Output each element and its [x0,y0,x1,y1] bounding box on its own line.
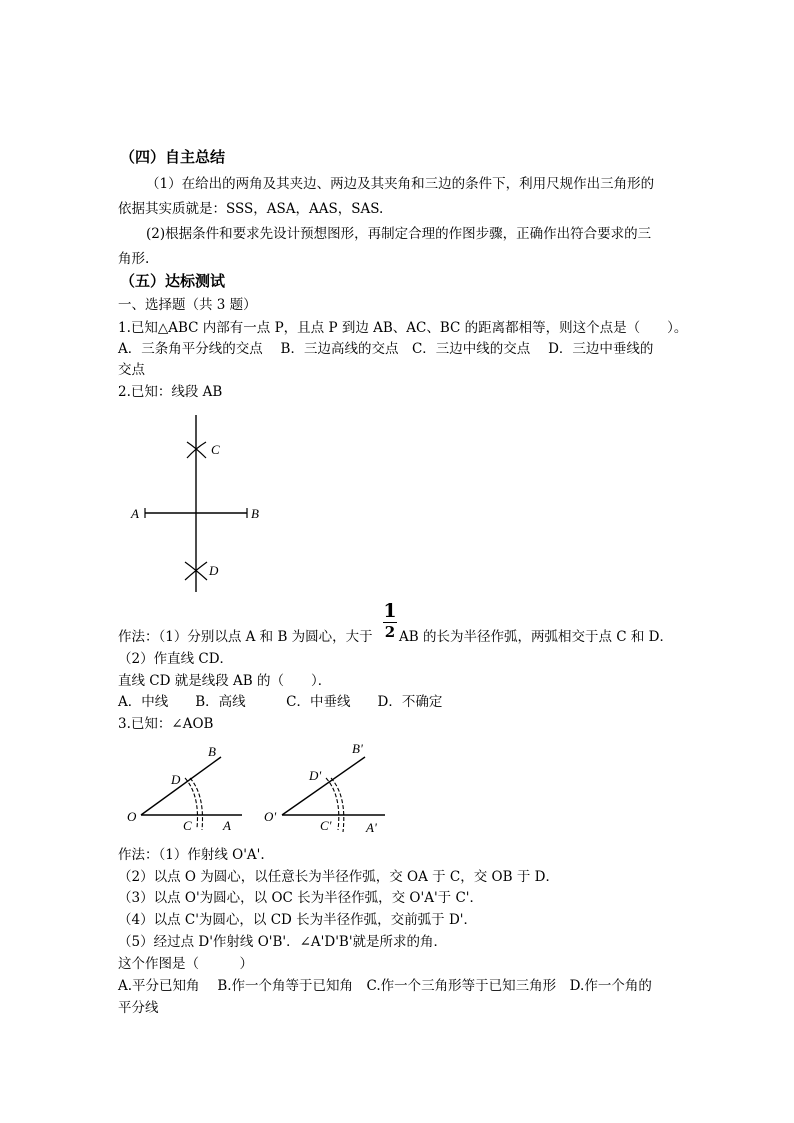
label-b-prime: B' [352,741,363,756]
label-a: A [131,506,139,521]
part-title: 一、选择题（共 3 题） [118,297,257,313]
label-d-prime: D' [309,768,322,783]
q3-given: 3.已知：∠AOB [118,716,214,732]
label-c: C [183,818,192,833]
label-c: C [211,442,220,457]
q1-options-line1: A．三条角平分线的交点 B．三边高线的交点 C．三边中线的交点 D．三边中垂线的 [118,341,654,357]
q2-method-line1-prefix: 作法：（1）分别以点 A 和 B 为圆心，大于 [118,629,373,645]
label-b: B [251,506,259,521]
section4-paragraph1-line1: （1）在给出的两角及其夹边、两边及其夹角和三边的条件下，利用尺规作出三角形的 [146,176,655,192]
q3-step2: （2）以点 O 为圆心，以任意长为半径作弧，交 OA 于 C，交 OB 于 D． [118,869,559,885]
q2-figure [125,410,275,595]
ray-o-b-prime [282,757,365,815]
q2-question: 直线 CD 就是线段 AB 的（ ）． [118,673,332,689]
q2-method-line1-suffix: AB 的长为半径作弧，两弧相交于点 C 和 D． [399,629,673,645]
ray-ob [141,757,221,815]
q1-stem: 1.已知△ABC 内部有一点 P，且点 P 到边 AB、AC、BC 的距离都相等，则这个点是（ ）。 [118,320,688,336]
label-d: D [171,772,181,787]
q3-step3: （3）以点 O'为圆心，以 OC 长为半径作弧，交 O'A'于 C'． [118,890,484,906]
arc-cd-2 [190,778,203,830]
section4-paragraph2-line1: (2)根据条件和要求先设计预想图形，再制定合理的作图步骤，正确作出符合要求的三 [146,226,652,242]
q2-fraction [383,601,397,640]
label-a: A [223,818,231,833]
q1-options-line2: 交点 [118,362,145,378]
q3-options-line1: A.平分已知角 B.作一个角等于已知角 C.作一个三角形等于已知三角形 D.作一个角的 [118,978,652,994]
q2-options: A．中线 B．高线 C．中垂线 D．不确定 [118,694,443,710]
arc-c-prime-d-prime-2 [331,778,344,832]
q2-method-line2: （2）作直线 CD． [118,651,234,667]
q2-given: 2.已知：线段 AB [118,384,223,400]
label-a-prime: A' [366,820,377,835]
q3-figure-right [262,738,392,840]
section4-paragraph2-line2: 角形. [118,251,150,267]
section5-heading: （五）达标测试 [120,272,226,290]
label-o: O [127,809,137,824]
q3-step1: 作法：（1）作射线 O'A'. [118,847,265,863]
q3-options-line2: 平分线 [118,1000,159,1016]
section4-heading: （四）自主总结 [120,148,226,166]
q3-step4: （4）以点 C'为圆心，以 CD 长为半径作弧，交前弧于 D'． [118,912,477,928]
q3-question: 这个作图是（ ） [118,956,253,972]
section4-paragraph1-line2: 依据其实质就是：SSS，ASA，AAS，SAS. [118,201,384,217]
fraction-numerator: 1 [383,600,397,622]
label-c-prime: C' [320,818,332,833]
label-o-prime: O' [264,809,277,824]
label-d: D [209,563,219,578]
q3-figure-left [125,740,250,840]
fraction-denominator: 2 [384,623,396,641]
q3-step5: （5）经过点 D'作射线 O'B'．∠A'D'B'就是所求的角． [118,934,448,950]
label-b: B [208,744,216,759]
